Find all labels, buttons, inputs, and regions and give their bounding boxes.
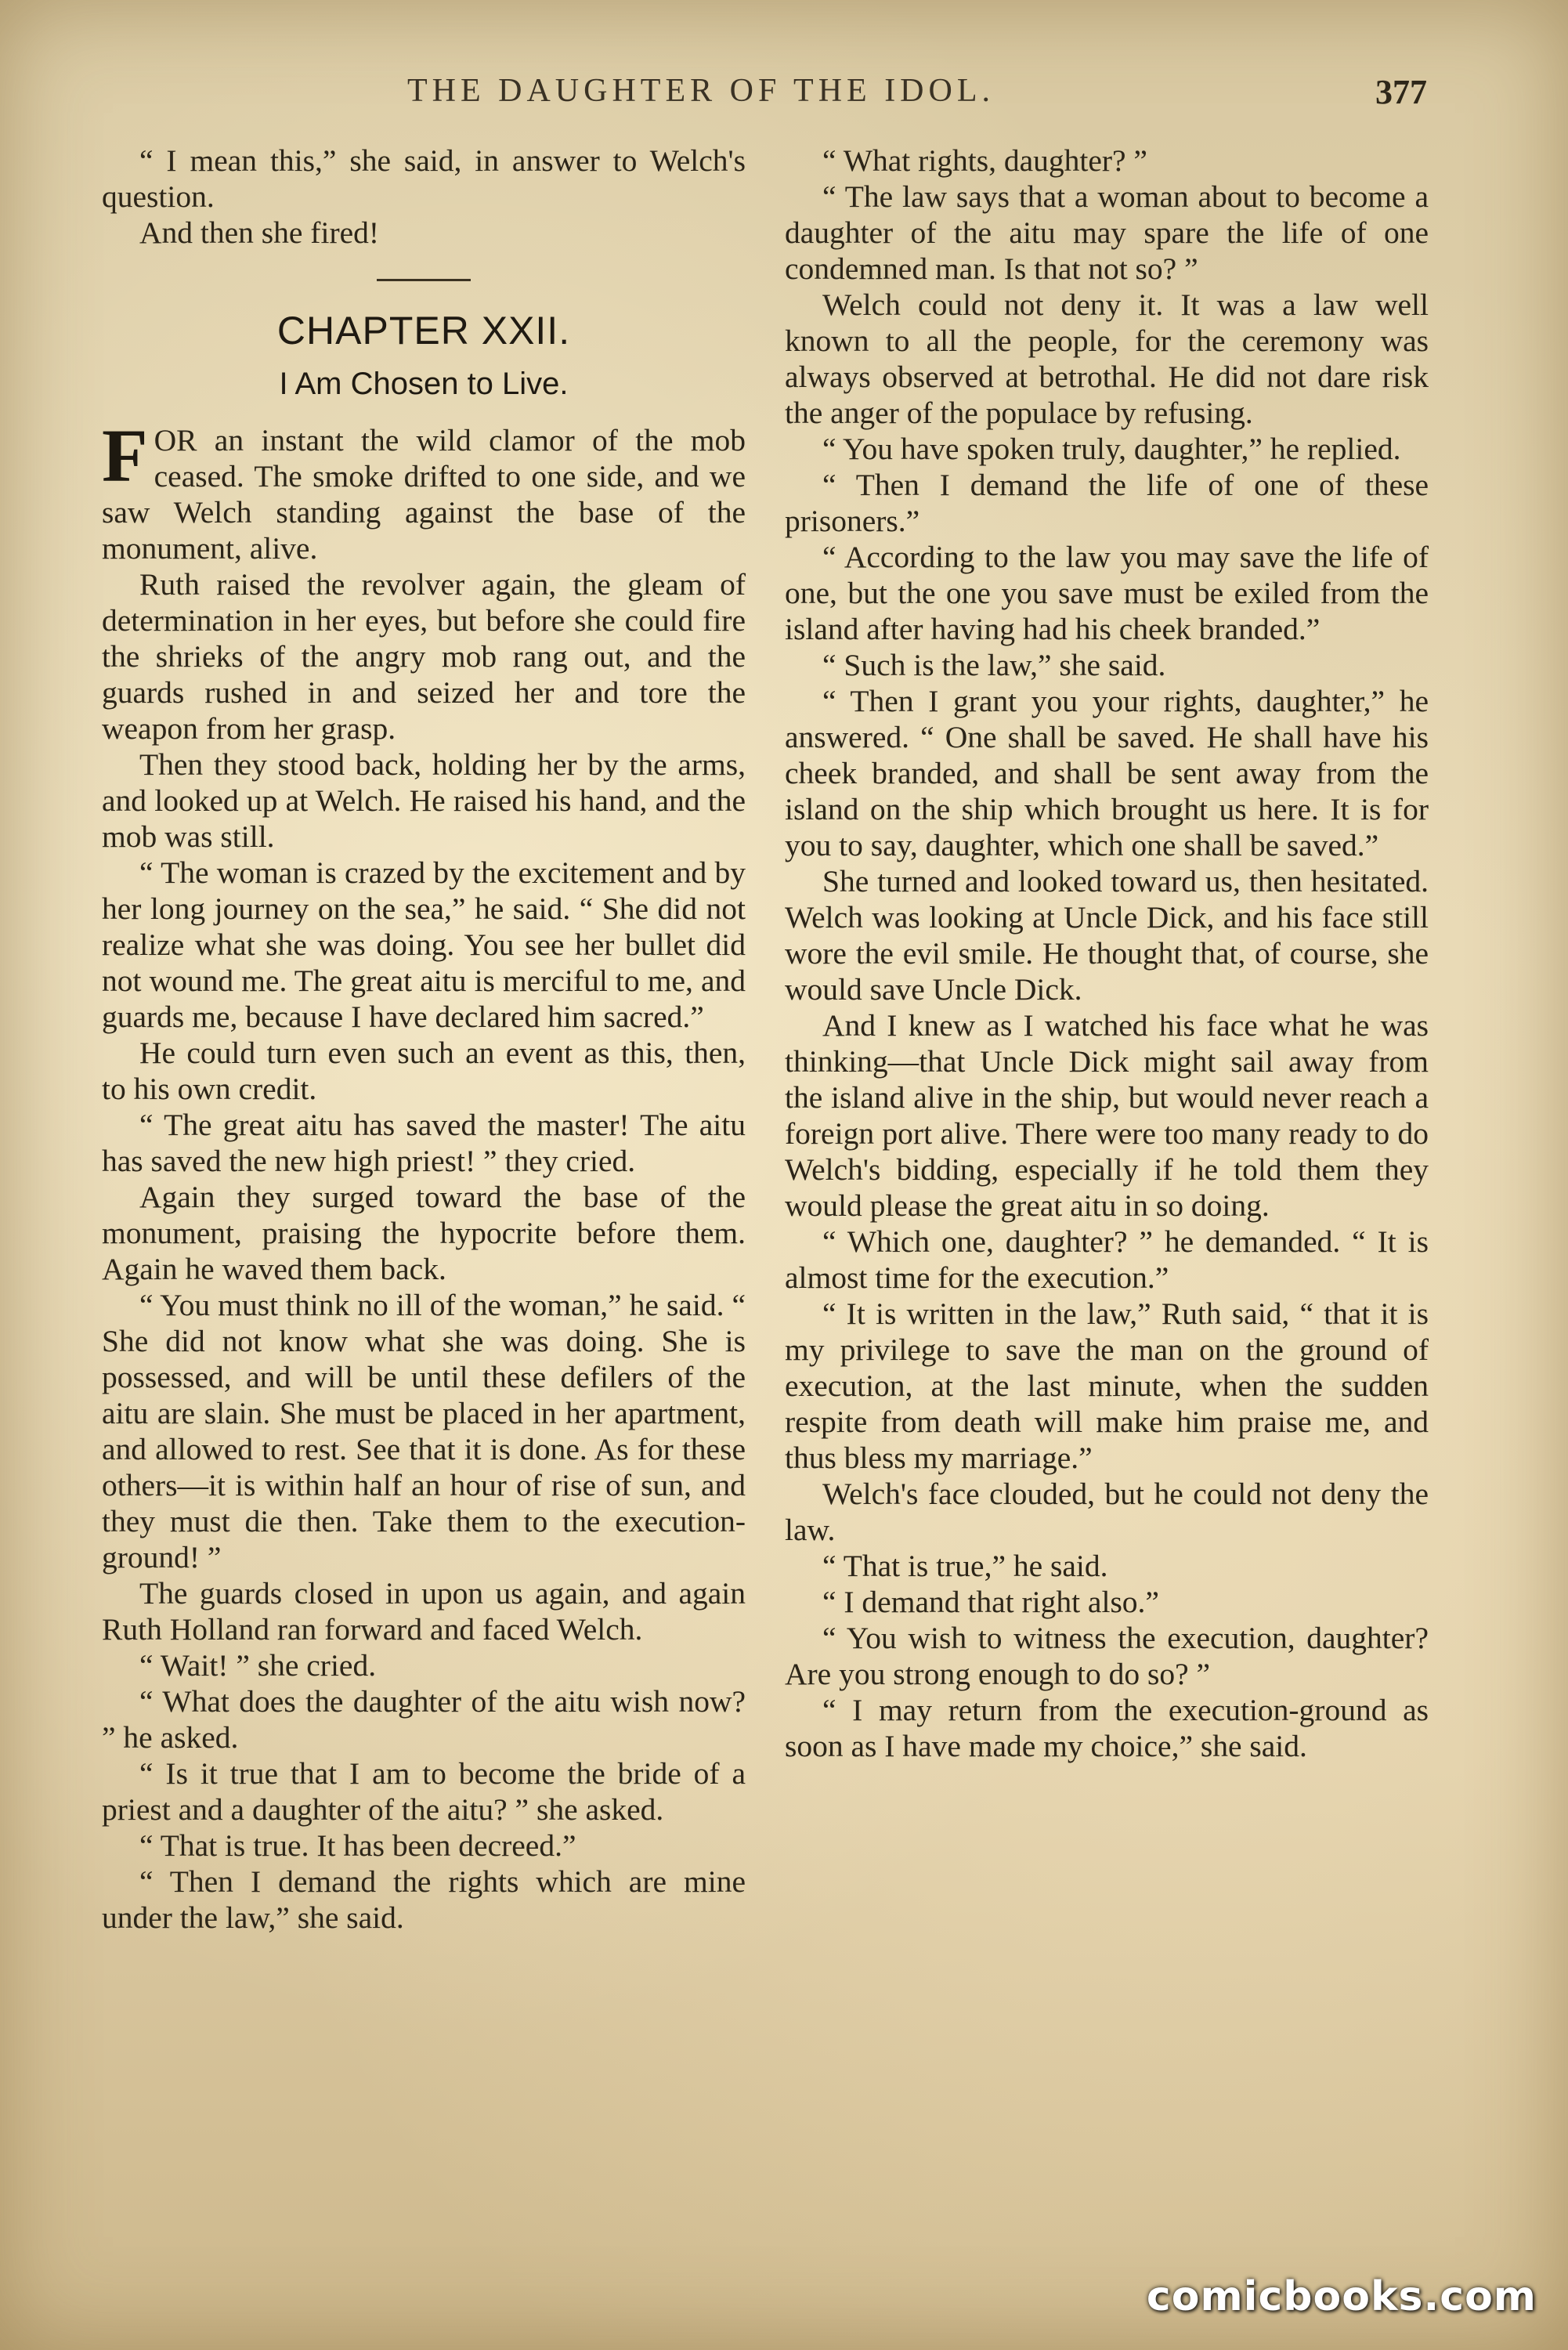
paragraph: “ Which one, daughter? ” he demanded. “ It is almost time for the execution.”	[785, 1224, 1429, 1295]
first-paragraph-text: OR an instant the wild clamor of the mob ceased. The smoke drifted to one side, and we saw Welch standing against the base of the monument, alive.	[102, 423, 746, 566]
paragraph: And I knew as I watched his face what he was thinking—that Uncle Dick might sail away from the island alive in the ship, but would never reach a foreign port alive. There were too many ready to do Welch's bidding, especially if he told them they would please the great aitu in so doing.	[785, 1008, 1429, 1223]
paragraph: “ You must think no ill of the woman,” he said. “ She did not know what she was doing. She is possessed, and will be until these defilers of the aitu are slain. She must be placed in her apartment, and allowed to rest. See that it is done. As for these others—it is within half an hour of rise of sun, and they must die then. Take them to the execution-ground! ”	[102, 1288, 746, 1574]
paragraph: “ What does the daughter of the aitu wish now? ” he asked.	[102, 1684, 746, 1755]
running-title: THE DAUGHTER OF THE IDOL.	[407, 73, 995, 109]
paragraph: “ I may return from the execution-ground as soon as I have made my choice,” she said.	[785, 1693, 1429, 1763]
running-head	[0, 72, 1568, 119]
paragraph: Again they surged toward the base of the monument, praising the hypocrite before them. Again he waved them back.	[102, 1180, 746, 1286]
paragraph: And then she fired!	[139, 215, 380, 250]
left-column	[102, 143, 746, 1936]
section-divider	[377, 279, 471, 281]
paragraph: Welch's face clouded, but he could not deny the law.	[785, 1477, 1429, 1547]
page-number: 377	[1375, 73, 1427, 111]
chapter-title: I Am Chosen to Live.	[279, 367, 569, 401]
first-paragraph	[102, 414, 746, 566]
paragraph: “ The law says that a woman about to become a daughter of the aitu may spare the life of one condemned man. Is that not so? ”	[785, 179, 1429, 286]
paragraph: “ That is true,” he said.	[822, 1549, 1108, 1583]
paragraph: “ Wait! ” she cried.	[139, 1648, 377, 1683]
paragraph: “ Then I grant you your rights, daughter,” he answered. “ One shall be saved. He shall have his cheek branded, and shall be sent away from the island on the ship which brought us here. It is for you to say, daughter, which one shall be saved.”	[785, 684, 1429, 862]
paragraph: “ That is true. It has been decreed.”	[139, 1828, 576, 1863]
chapter-number: CHAPTER XXII.	[276, 309, 571, 352]
paragraph: “ Such is the law,” she said.	[822, 648, 1166, 682]
paragraph: “ It is written in the law,” Ruth said, “ that it is my privilege to save the man on the ground of execution, at the last minute, when the sudden respite from death will make him praise me, and thus bless my marriage.”	[785, 1296, 1429, 1475]
paragraph: “ Is it true that I am to become the bride of a priest and a daughter of the aitu? ” she asked.	[102, 1756, 746, 1827]
paragraph: She turned and looked toward us, then hesitated. Welch was looking at Uncle Dick, and his face still wore the evil smile. He thought that, of course, she would save Uncle Dick.	[785, 864, 1429, 1007]
paragraph: “ I demand that right also.”	[822, 1585, 1159, 1619]
paragraph: “ I mean this,” she said, in answer to Welch's question.	[102, 143, 746, 214]
paragraph: “ The great aitu has saved the master! The aitu has saved the new high priest! ” they cried.	[102, 1108, 746, 1178]
paragraph: “ Then I demand the life of one of these prisoners.”	[785, 468, 1429, 538]
paragraph: Welch could not deny it. It was a law well known to all the people, for the ceremony was always observed at betrothal. He did not dare risk the anger of the populace by refusing.	[785, 287, 1429, 430]
right-column	[785, 143, 1429, 1764]
paragraph: “ The woman is crazed by the excitement and by her long journey on the sea,” he said. “ She did not realize what she was doing. You see her bullet did not wound me. The great aitu is merciful to me, and guards me, because I have declared him sacred.”	[102, 855, 746, 1034]
paragraph: The guards closed in upon us again, and again Ruth Holland ran forward and faced Welch.	[102, 1576, 746, 1647]
drop-cap: F	[102, 414, 148, 497]
paragraph: Ruth raised the revolver again, the gleam of determination in her eyes, but before she could fire the shrieks of the angry mob rang out, and the guards rushed in and seized her and tore the weapon from her grasp.	[102, 567, 746, 746]
paragraph: “ Then I demand the rights which are mine under the law,” she said.	[102, 1864, 746, 1935]
paragraph: “ According to the law you may save the life of one, but the one you save must be exiled from the island after having had his cheek branded.”	[785, 540, 1429, 646]
paragraph: “ What rights, daughter? ”	[822, 143, 1147, 178]
paragraph: Then they stood back, holding her by the arms, and looked up at Welch. He raised his hand, and the mob was still.	[102, 747, 746, 854]
paragraph: “ You have spoken truly, daughter,” he replied.	[822, 432, 1401, 466]
paragraph: He could turn even such an event as this, then, to his own credit.	[102, 1036, 746, 1106]
paragraph: “ You wish to witness the execution, daughter? Are you strong enough to do so? ”	[785, 1621, 1429, 1691]
site-watermark: comicbooks.com	[1146, 2273, 1537, 2320]
